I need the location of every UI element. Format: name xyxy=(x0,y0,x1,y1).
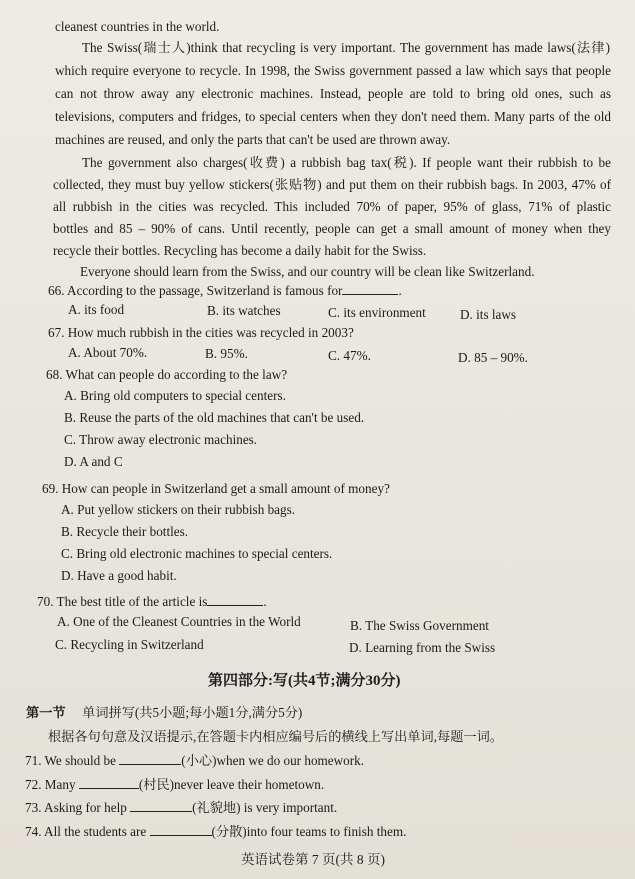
option: D. Have a good habit. xyxy=(61,568,177,583)
option: A. One of the Cleanest Countries in the World xyxy=(57,614,301,629)
option: A. Bring old computers to special centers. xyxy=(64,388,286,403)
passage-line: The Swiss(瑞士人)think that recycling is very important. The government has made laws(法律) xyxy=(82,40,610,55)
section-heading: 第一节 单词拼写(共5小题;每小题1分,满分5分) xyxy=(26,705,303,720)
option: B. its watches xyxy=(207,303,281,318)
answer-blank xyxy=(342,282,398,295)
spelling-item-73: 73. Asking for help (礼貌地) is very important. xyxy=(25,800,338,815)
option: A. Put yellow stickers on their rubbish bags. xyxy=(61,502,296,517)
option: C. Recycling in Switzerland xyxy=(55,637,204,652)
passage-line: can not throw away any electronic machines. Instead, people are told to bring old ones, such as xyxy=(55,86,611,101)
passage-line: Everyone should learn from the Swiss, and our country will be clean like Switzerland. xyxy=(80,264,535,279)
question-70-stem: 70. The best title of the article is . xyxy=(37,594,267,609)
option: C. 47%. xyxy=(328,348,371,363)
option: B. Reuse the parts of the old machines that can't be used. xyxy=(64,410,365,425)
question-68-stem: 68. What can people do according to the law? xyxy=(46,367,288,382)
option: A. its food xyxy=(68,302,125,317)
spelling-item-71: 71. We should be (小心)when we do our homework. xyxy=(25,753,365,768)
option: A. About 70%. xyxy=(68,345,148,360)
option: D. Learning from the Swiss xyxy=(349,640,496,655)
option: D. A and C xyxy=(64,454,123,469)
option: D. 85 – 90%. xyxy=(458,350,528,365)
option: B. 95%. xyxy=(205,346,248,361)
answer-blank xyxy=(130,799,192,812)
passage-line: The government also charges(收费) a rubbish bag tax(税). If people want their rubbish to be xyxy=(82,155,611,170)
answer-blank xyxy=(79,776,139,789)
passage-line: recycle their bottles. Recycling has become a daily habit for the Swiss. xyxy=(53,243,427,258)
option: D. its laws xyxy=(460,307,517,322)
page-footer: 英语试卷第 7 页(共 8 页) xyxy=(241,852,385,867)
passage-line: cleanest countries in the world. xyxy=(55,19,220,34)
question-69-stem: 69. How can people in Switzerland get a small amount of money? xyxy=(42,481,390,496)
spelling-item-72: 72. Many (村民)never leave their hometown. xyxy=(25,777,325,792)
question-66-stem: 66. According to the passage, Switzerland is famous for . xyxy=(48,283,402,298)
question-67-stem: 67. How much rubbish in the cities was recycled in 2003? xyxy=(48,325,354,340)
passage-line: televisions, computers and fridges, to special centers when they don't need them. Many parts of the old xyxy=(55,109,611,124)
option: C. Bring old electronic machines to special centers. xyxy=(61,546,333,561)
instruction-text: 根据各句句意及汉语提示,在答题卡内相应编号后的横线上写出单词,每题一词。 xyxy=(48,729,503,744)
passage-line: collected, they must buy yellow stickers(张贴物) and put them on their rubbish bags. In 2003, 47% of xyxy=(53,177,611,192)
passage-line: all rubbish in the cities was recycled. This included 70% of paper, 95% of glass, 71% of plastic xyxy=(53,199,611,214)
answer-blank xyxy=(207,593,263,606)
part4-title: 第四部分:写(共4节;满分30分) xyxy=(208,673,401,689)
passage-line: which require everyone to recycle. In 1998, the Swiss government passed a law which says that people xyxy=(55,63,611,78)
passage-line: machines are reused, and only the parts that can't be used are thrown away. xyxy=(55,132,451,147)
option: C. Throw away electronic machines. xyxy=(64,432,258,447)
option: B. The Swiss Government xyxy=(350,618,489,633)
answer-blank xyxy=(150,823,212,836)
passage-line: bottles and 85 – 90% of cans. Until recently, people can get a small amount of money when they xyxy=(53,221,611,236)
option: C. its environment xyxy=(328,305,426,320)
option: B. Recycle their bottles. xyxy=(61,524,189,539)
answer-blank xyxy=(119,752,181,765)
spelling-item-74: 74. All the students are (分散)into four teams to finish them. xyxy=(25,824,407,839)
